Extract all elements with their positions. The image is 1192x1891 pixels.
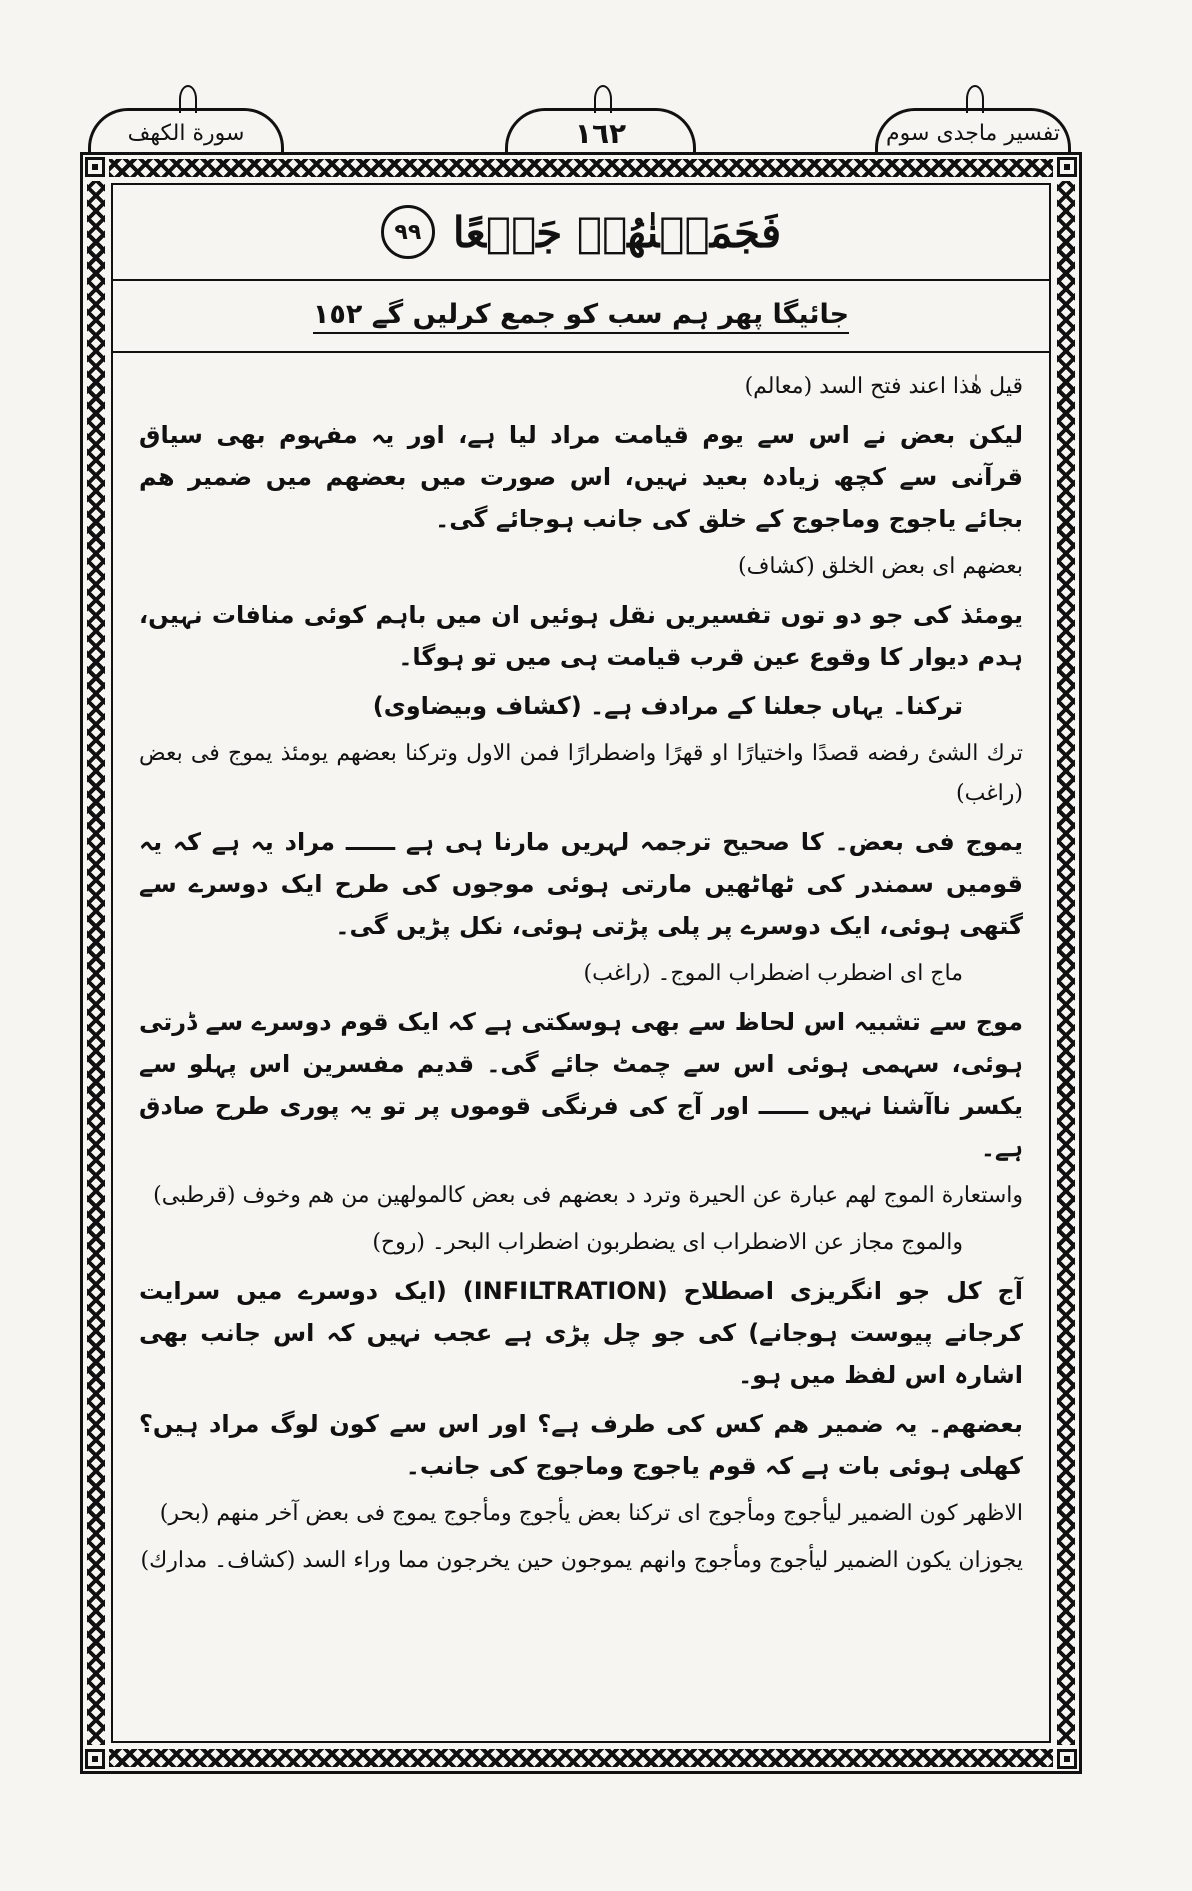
arabic-citation: الاظهر كون الضمير ليأجوج ومأجوج اى تركنا بعض يأجوج ومأجوج يموج فى بعض آخر منهم (بحر) (159, 1501, 1023, 1526)
corner-ornament (1057, 1749, 1077, 1769)
ornamental-frame (80, 152, 1082, 1774)
urdu-commentary: یموج فی بعض۔ کا صحیح ترجمہ لہریں مارنا ہی ہے ــــــ مراد یہ ہے کہ یہ قومیں سمندر کی ٹھاٹھیں مارتی ہوئی موجوں کی طرح ایک دوسرے سے گتھی ہوئی، ایک دوسرے پر پلی پڑتی ہوئی، نکل پڑیں گی۔ (139, 828, 1023, 940)
book-title-cartouche (875, 108, 1071, 155)
urdu-commentary: موج سے تشبیہ اس لحاظ سے بھی ہوسکتی ہے کہ ایک قوم دوسرے سے ڈرتی ہوئی، سہمی ہوئی اس سے چمٹ جائے گی۔ قدیم مفسرین اس پہلو سے یکسر ناآشنا نہیں ــــــ اور آج کی فرنگی قوموں پر تو یہ پوری طرح صادق ہے۔ (139, 1008, 1023, 1162)
rope-border-top (109, 159, 1053, 177)
page-header (0, 88, 1192, 158)
urdu-commentary: لیکن بعض نے اس سے یوم قیامت مراد لیا ہے، اور یہ مفہوم بھی سیاق قرآنی سے کچھ زیادہ بعید نہیں، اس صورت میں بعضھم میں ضمیر ھم بجائے یاجوج وماجوج کے خلق کی جانب ہوجائے گی۔ (139, 421, 1023, 533)
arabic-citation: بعضهم اى بعض الخلق (كشاف) (737, 554, 1023, 579)
commentary (113, 353, 1049, 1581)
verse-arabic: فَجَمَعۡنٰهُمۡ جَمۡعًا (452, 207, 782, 257)
arabic-citation: والموج مجاز عن الاضطراب اى يضطربون اضطراب البحر۔ (روح) (372, 1230, 963, 1255)
rope-border-right (1057, 181, 1075, 1745)
surah-name-cartouche (88, 108, 284, 155)
corner-ornament (85, 1749, 105, 1769)
arabic-citation: قيل هٰذا اعند فتح السد (معالم) (744, 374, 1023, 399)
text-panel (111, 183, 1051, 1743)
corner-ornament (85, 157, 105, 177)
rope-border-left (87, 181, 105, 1745)
rope-border-bottom (109, 1749, 1053, 1767)
arabic-citation: ترك الشئ رفضه قصدًا واختيارًا او قهرًا واضطرارًا فمن الاول وتركنا بعضهم يومئذ يموج فى بعض (راغب) (139, 741, 1023, 806)
urdu-commentary: آج کل جو انگریزی اصطلاح (INFILTRATION) (ایک دوسرے میں سرایت کرجانے پیوست ہوجانے) کی جو چل پڑی ہے عجب نہیں کہ اس جانب بھی اشارہ اس لفظ میں ہو۔ (139, 1277, 1023, 1389)
page-number: ١٦٢ (574, 116, 627, 150)
book-title: تفسیر ماجدی سوم (886, 120, 1060, 146)
arabic-citation: يجوزان يكون الضمير ليأجوج ومأجوج وانهم يموجون حين يخرجون مما وراء السد (كشاف۔ مدارك) (140, 1548, 1023, 1573)
corner-ornament (1057, 157, 1077, 177)
surah-name: سورة الكهف (127, 120, 245, 146)
urdu-commentary: بعضھم۔ یہ ضمیر ھم کس کی طرف ہے؟ اور اس سے کون لوگ مراد ہیں؟ کھلی ہوئی بات ہے کہ قوم یاجوج وماجوج کی جانب۔ (139, 1410, 1023, 1480)
verse-number: ٩٩ (381, 205, 435, 259)
urdu-commentary: یومئذ کی جو دو توں تفسیریں نقل ہوئیں ان میں باہم کوئی منافات نہیں، ہدم دیوار کا وقوع عین قرب قیامت ہی میں تو ہوگا۔ (139, 601, 1023, 671)
urdu-commentary: ترکنا۔ یہاں جعلنا کے مرادف ہے۔ (کشاف وبیضاوی) (372, 692, 963, 720)
translation-text: جائیگا پھر ہم سب کو جمع کرلیں گے ١٥٢ (313, 299, 849, 334)
page-number-cartouche (505, 108, 696, 155)
arabic-citation: واستعارة الموج لهم عبارة عن الحيرة وترد د بعضهم فى بعض كالمولهين من هم وخوف (قرطبى) (153, 1183, 1023, 1208)
verse-translation (113, 281, 1049, 353)
arabic-citation: ماج اى اضطرب اضطراب الموج۔ (راغب) (583, 961, 963, 986)
verse-box (113, 185, 1049, 281)
